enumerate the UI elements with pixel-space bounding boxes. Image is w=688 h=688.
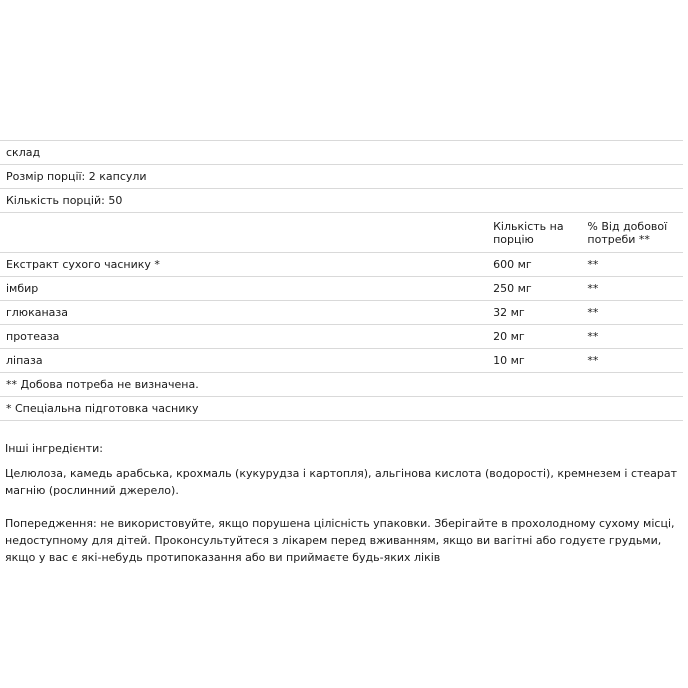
other-ingredients-title: Інші інгредієнти: [5,442,103,455]
ingredient-amount: 250 мг [487,277,581,301]
ingredient-name: протеаза [0,325,487,349]
header-amount: Кількість на порцію [487,213,581,253]
supplement-facts-table [0,140,683,421]
table-row [0,325,683,349]
footnote-garlic: * Спеціальна підготовка часнику [0,397,683,421]
footnote-dv-row [0,373,683,397]
header-daily-value: % Від добової потреби ** [581,213,683,253]
ingredient-daily-value: ** [581,301,683,325]
header-name-cell [0,213,487,253]
serving-size-row [0,165,683,189]
ingredient-amount: 32 мг [487,301,581,325]
ingredient-daily-value: ** [581,277,683,301]
footnote-dv: ** Добова потреба не визначена. [0,373,683,397]
ingredient-name: Екстракт сухого часнику * [0,253,487,277]
ingredient-name: імбир [0,277,487,301]
ingredient-daily-value: ** [581,253,683,277]
other-ingredients-text: Целюлоза, камедь арабська, крохмаль (кукурудза і картопля), альгінова кислота (водорості), кремнезем і стеарат магнію (рослинний джерело). [5,467,678,497]
ingredient-daily-value: ** [581,349,683,373]
ingredient-amount: 10 мг [487,349,581,373]
ingredient-name: ліпаза [0,349,487,373]
ingredient-amount: 600 мг [487,253,581,277]
serving-size: Розмір порції: 2 капсули [0,165,683,189]
ingredient-name: глюканаза [0,301,487,325]
table-row [0,253,683,277]
facts-title-row [0,141,683,165]
table-row [0,277,683,301]
footnote-garlic-row [0,397,683,421]
facts-title: склад [0,141,683,165]
ingredient-amount: 20 мг [487,325,581,349]
supplement-facts-panel [0,140,688,421]
servings-count-row [0,189,683,213]
servings-count: Кількість порцій: 50 [0,189,683,213]
ingredient-daily-value: ** [581,325,683,349]
table-row [0,301,683,325]
table-row [0,349,683,373]
warning-text: Попередження: не використовуйте, якщо порушена цілісність упаковки. Зберігайте в прохолодному сухому місці, недоступному для дітей. Проконсультуйтеся з лікарем перед вживанням, якщо ви вагітні або годуєте грудьми, якщо у вас є які-небудь протипоказання або ви приймаєте будь-яких ліків [5,517,675,564]
facts-header-row [0,213,683,253]
